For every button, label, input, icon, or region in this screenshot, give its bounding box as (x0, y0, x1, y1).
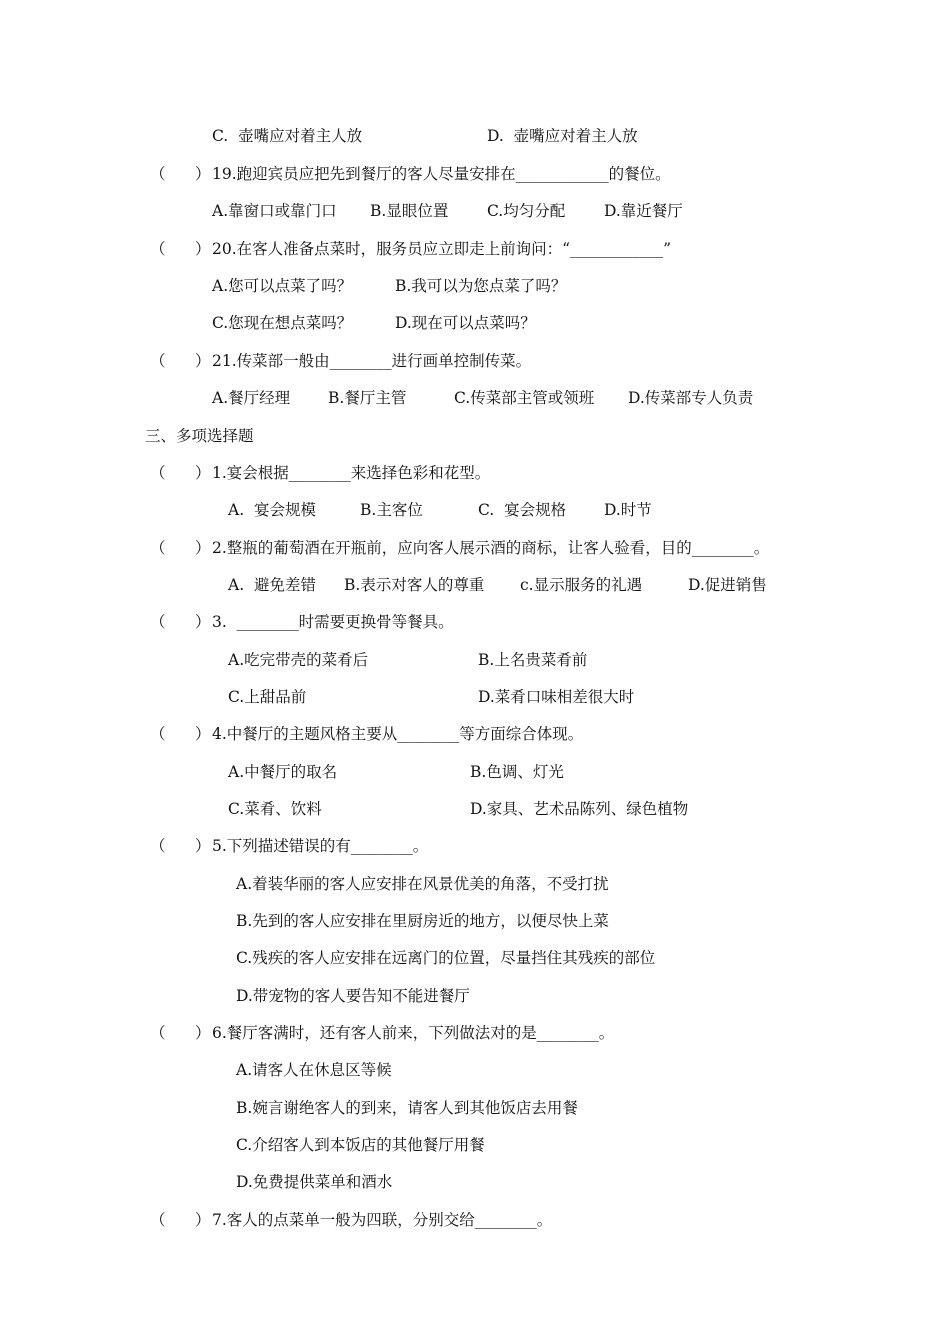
option-20d: D.现在可以点菜吗？ (395, 314, 536, 332)
option-21b: B.餐厅主管 (328, 389, 407, 407)
option-m6d: D.免费提供菜单和酒水 (236, 1173, 393, 1191)
answer-paren-m3: （ ） (150, 613, 211, 631)
answer-paren-m6: （ ） (150, 1024, 211, 1042)
answer-paren-m5: （ ） (150, 837, 211, 855)
option-21a: A.餐厅经理 (212, 389, 291, 407)
option-21c: C.传菜部主管或领班 (454, 389, 595, 407)
option-18d: D. 壶嘴应对着主人放 (487, 127, 638, 145)
question-20: 20.在客人准备点菜时，服务员应立即走上前询问：“____________” (212, 240, 671, 258)
option-20a: A.您可以点菜了吗？ (212, 277, 353, 295)
question-m2: 2.整瓶的葡萄酒在开瓶前，应向客人展示酒的商标，让客人验看，目的________。 (212, 539, 770, 557)
option-m1b: B.主客位 (360, 501, 423, 519)
answer-paren-m4: （ ） (150, 725, 211, 743)
answer-paren-19: （ ） (150, 165, 211, 183)
option-20c: C.您现在想点菜吗？ (212, 314, 353, 332)
option-m2a: A. 避免差错 (228, 576, 316, 594)
option-m3d: D.菜肴口味相差很大时 (478, 688, 635, 706)
option-m2b: B.表示对客人的尊重 (344, 576, 485, 594)
section-heading: 三、多项选择题 (145, 427, 254, 445)
question-m4: 4.中餐厅的主题风格主要从________等方面综合体现。 (212, 725, 584, 743)
option-m4c: C.菜肴、饮料 (228, 800, 322, 818)
option-m4a: A.中餐厅的取名 (228, 763, 338, 781)
answer-paren-21: （ ） (150, 352, 211, 370)
question-m3: 3. ________时需要更换骨等餐具。 (212, 613, 454, 631)
answer-paren-20: （ ） (150, 240, 211, 258)
option-m1c: C. 宴会规格 (478, 501, 567, 519)
option-m3b: B.上名贵菜肴前 (478, 651, 588, 669)
answer-paren-m1: （ ） (150, 464, 211, 482)
option-m6b: B.婉言谢绝客人的到来，请客人到其他饭店去用餐 (236, 1099, 578, 1117)
option-20b: B.我可以为您点菜了吗？ (395, 277, 567, 295)
option-19b: B.显眼位置 (370, 202, 449, 220)
option-21d: D.传菜部专人负责 (628, 389, 754, 407)
option-19a: A.靠窗口或靠门口 (212, 202, 337, 220)
option-m3a: A.吃完带壳的菜肴后 (228, 651, 369, 669)
option-m3c: C.上甜品前 (228, 688, 307, 706)
question-m1: 1.宴会根据________来选择色彩和花型。 (212, 464, 491, 482)
question-19: 19.跑迎宾员应把先到餐厅的客人尽量安排在____________的餐位。 (212, 165, 671, 183)
option-m4b: B.色调、灯光 (470, 763, 564, 781)
option-m2d: D.促进销售 (688, 576, 767, 594)
option-m1a: A. 宴会规模 (228, 501, 316, 519)
answer-paren-m7: （ ） (150, 1211, 211, 1229)
question-21: 21.传菜部一般由________进行画单控制传菜。 (212, 352, 532, 370)
option-m1d: D.时节 (604, 501, 652, 519)
option-m6a: A.请客人在休息区等候 (236, 1061, 392, 1079)
option-18c: C. 壶嘴应对着主人放 (212, 127, 363, 145)
option-19c: C.均匀分配 (487, 202, 566, 220)
answer-paren-m2: （ ） (150, 539, 211, 557)
option-m6c: C.介绍客人到本饭店的其他餐厅用餐 (236, 1136, 485, 1154)
question-m7: 7.客人的点菜单一般为四联，分别交给________。 (212, 1211, 553, 1229)
option-m5d: D.带宠物的客人要告知不能进餐厅 (236, 987, 470, 1005)
option-m5c: C.残疾的客人应安排在远离门的位置，尽量挡住其残疾的部位 (236, 949, 656, 967)
option-m2c: c.显示服务的礼遇 (520, 576, 643, 594)
option-m5b: B.先到的客人应安排在里厨房近的地方，以便尽快上菜 (236, 912, 609, 930)
question-m5: 5.下列描述错误的有________。 (212, 837, 429, 855)
option-19d: D.靠近餐厅 (604, 202, 683, 220)
option-m4d: D.家具、艺术品陈列、绿色植物 (470, 800, 689, 818)
question-m6: 6.餐厅客满时，还有客人前来，下列做法对的是________。 (212, 1024, 615, 1042)
option-m5a: A.着装华丽的客人应安排在风景优美的角落，不受打扰 (236, 875, 609, 893)
